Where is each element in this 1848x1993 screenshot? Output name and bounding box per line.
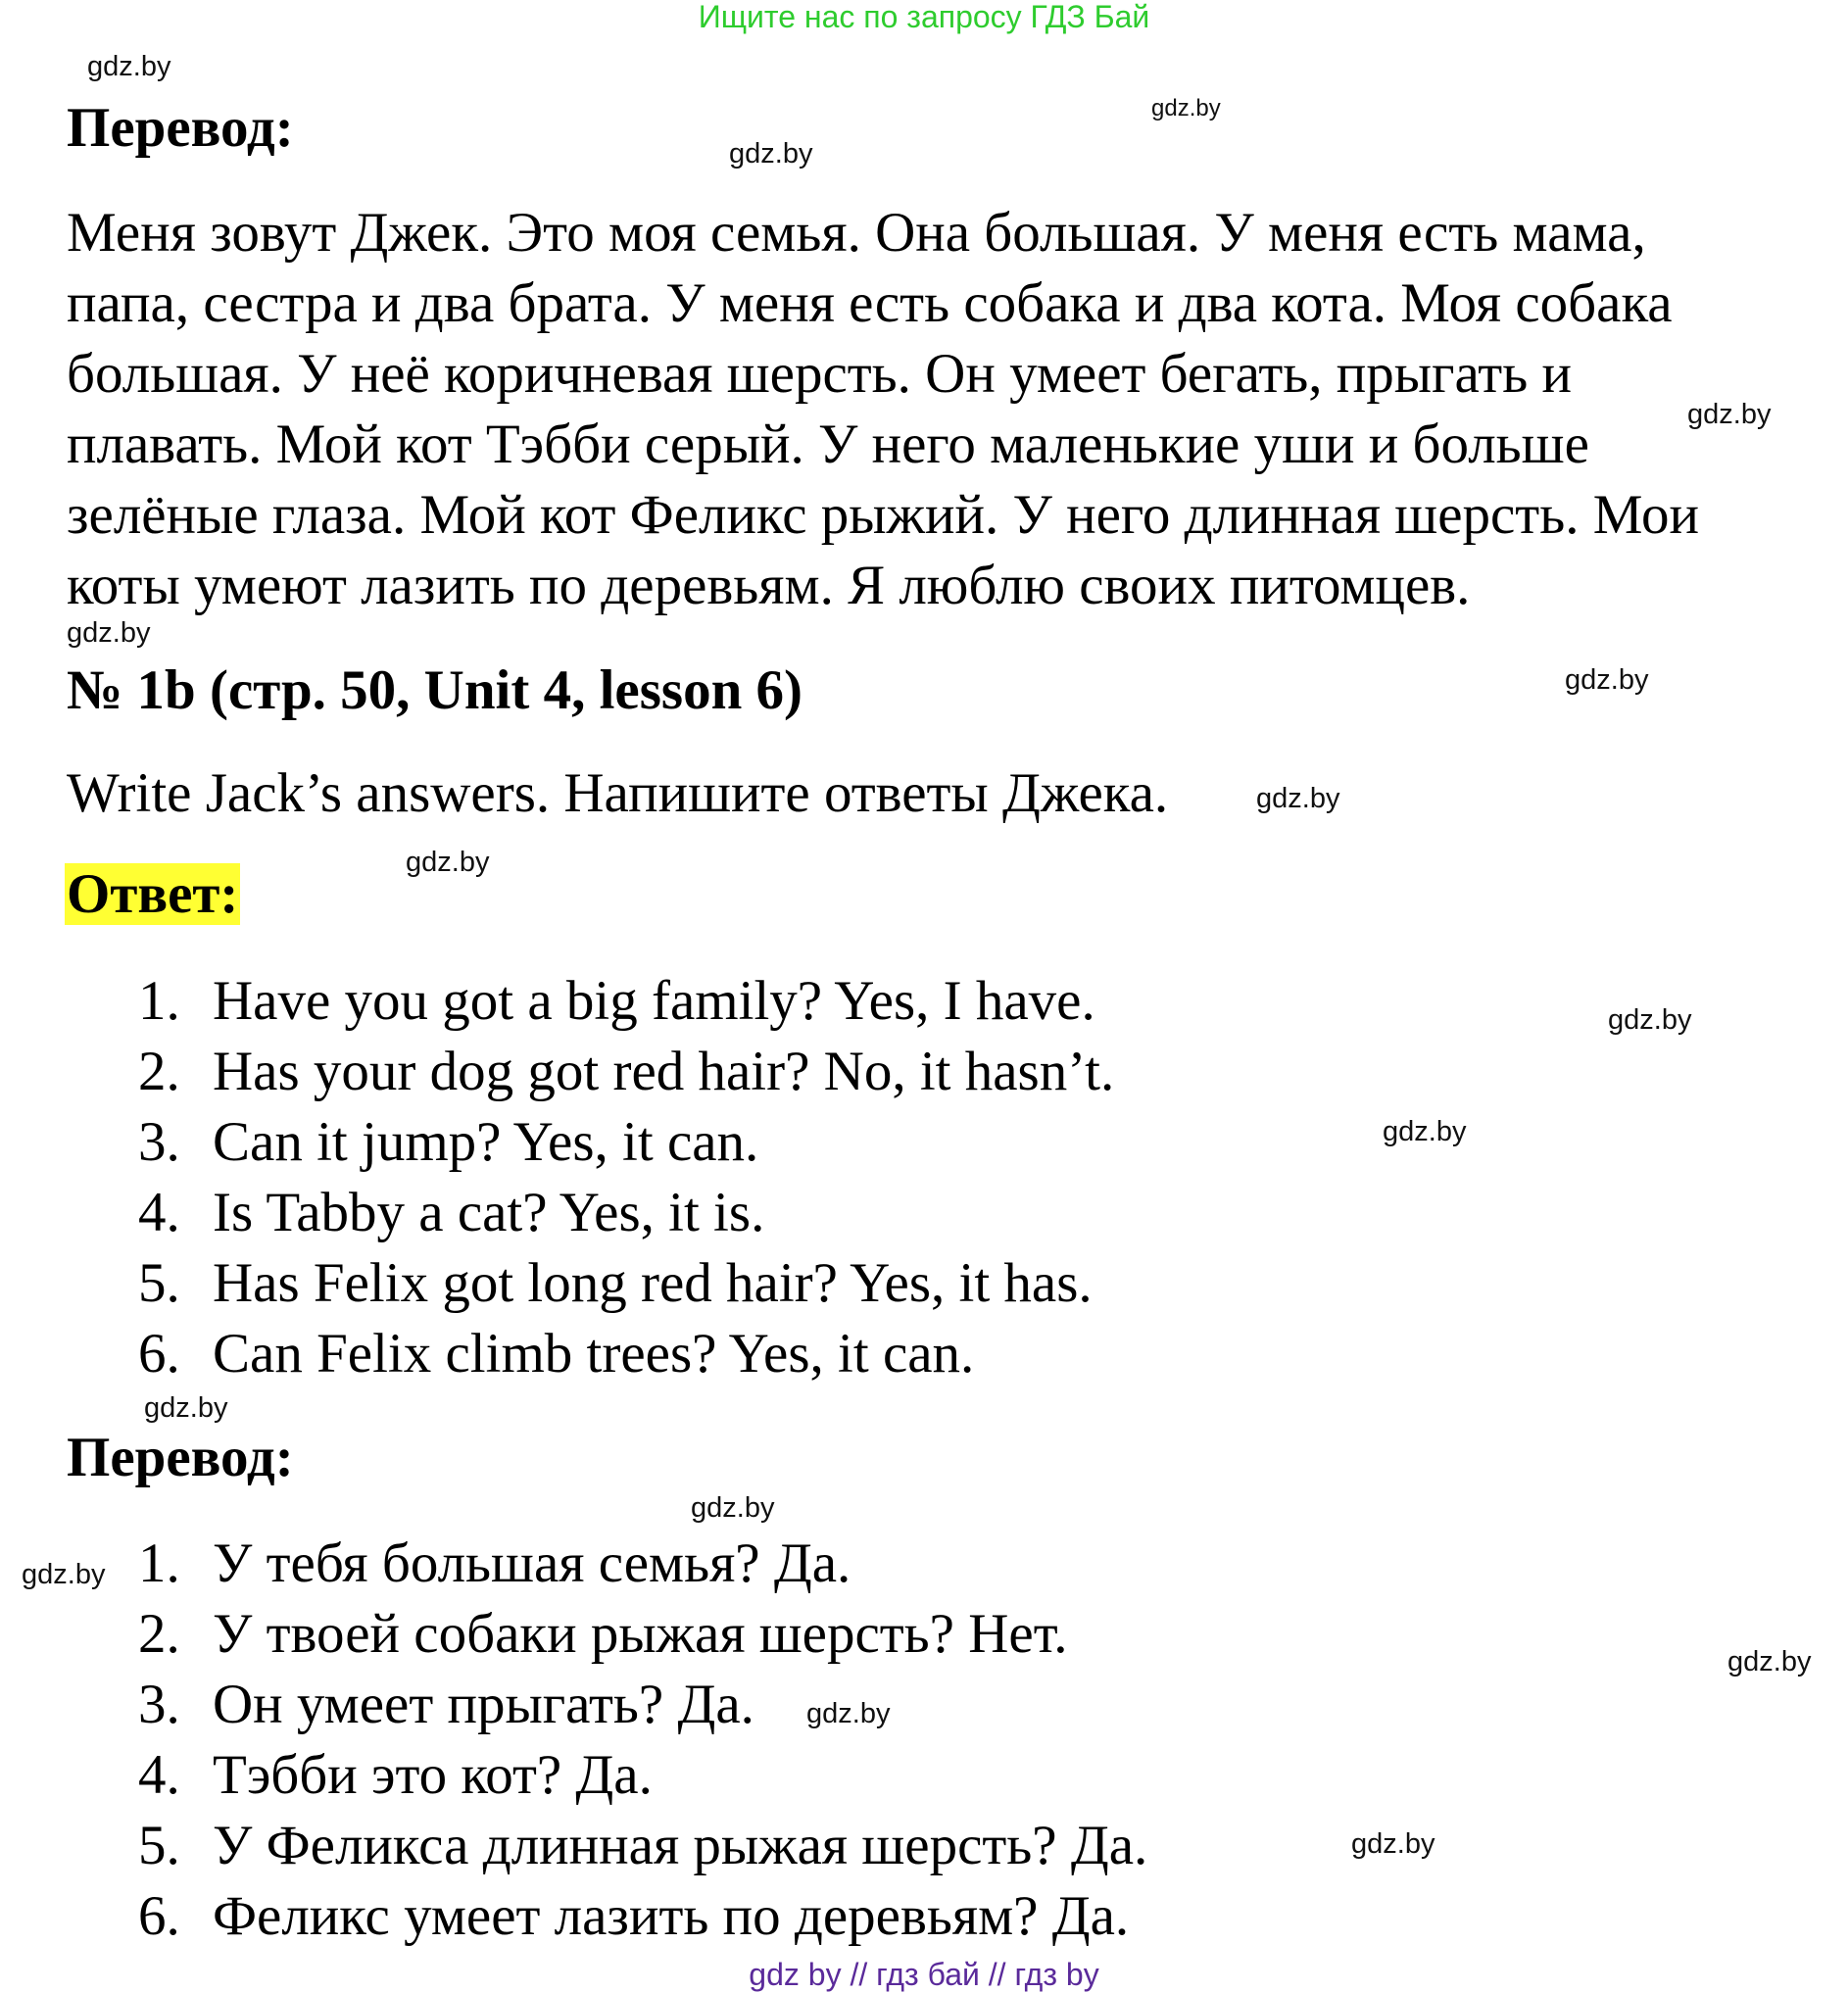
answer-item xyxy=(138,972,1095,1031)
paragraph-line: большая. У неё коричневая шерсть. Он умеет бегать, прыгать и xyxy=(67,343,1572,405)
watermark: gdz.by xyxy=(1256,783,1340,814)
translation-item xyxy=(138,1817,1147,1875)
item-number: 1. xyxy=(138,970,180,1032)
translation-item xyxy=(138,1605,1068,1664)
watermark: gdz.by xyxy=(67,617,151,649)
answer-item xyxy=(138,1254,1093,1313)
footer-links[interactable]: gdz by // гдз бай // гдз by xyxy=(749,1957,1099,1992)
item-text: У тебя большая семья? Да. xyxy=(213,1532,851,1594)
watermark: gdz.by xyxy=(806,1698,891,1729)
translation-heading: Перевод: xyxy=(67,97,294,159)
answer-item xyxy=(138,1043,1114,1101)
item-number: 3. xyxy=(138,1674,180,1735)
watermark: gdz.by xyxy=(406,847,490,878)
item-text: Is Tabby a cat? Yes, it is. xyxy=(213,1182,765,1243)
translation-item xyxy=(138,1887,1129,1946)
paragraph-line: папа, сестра и два брата. У меня есть собака и два кота. Моя собака xyxy=(67,272,1673,334)
item-text: Тэбби это кот? Да. xyxy=(213,1744,653,1806)
top-banner[interactable]: Ищите нас по запросу ГДЗ Бай xyxy=(698,0,1150,34)
item-number: 4. xyxy=(138,1744,180,1806)
watermark: gdz.by xyxy=(144,1392,228,1424)
answer-item xyxy=(138,1325,974,1384)
translation-heading: Перевод: xyxy=(67,1427,294,1488)
translation-item xyxy=(138,1746,653,1805)
watermark: gdz.by xyxy=(1151,95,1221,122)
translation-item xyxy=(138,1676,754,1734)
watermark: gdz.by xyxy=(1608,1004,1692,1036)
paragraph-line: зелёные глаза. Мой кот Феликс рыжий. У него длинная шерсть. Мои xyxy=(67,484,1699,546)
translation-item xyxy=(138,1534,851,1593)
watermark: gdz.by xyxy=(1727,1646,1812,1677)
watermark: gdz.by xyxy=(22,1559,106,1590)
item-number: 6. xyxy=(138,1323,180,1385)
exercise-title: № 1b (стр. 50, Unit 4, lesson 6) xyxy=(67,659,803,721)
answer-item xyxy=(138,1184,764,1242)
item-number: 1. xyxy=(138,1532,180,1594)
item-text: Has your dog got red hair? No, it hasn’t. xyxy=(213,1041,1115,1102)
watermark: gdz.by xyxy=(87,51,171,82)
watermark: gdz.by xyxy=(729,138,813,170)
paragraph-line: плавать. Мой кот Тэбби серый. У него маленькие уши и больше xyxy=(67,413,1589,475)
watermark: gdz.by xyxy=(1383,1116,1467,1147)
item-number: 6. xyxy=(138,1885,180,1947)
item-text: Has Felix got long red hair? Yes, it has. xyxy=(213,1252,1093,1314)
paragraph-line: Меня зовут Джек. Это моя семья. Она большая. У меня есть мама, xyxy=(67,202,1646,264)
exercise-task: Write Jack’s answers. Напишите ответы Джека. xyxy=(67,762,1169,824)
item-number: 2. xyxy=(138,1041,180,1102)
watermark: gdz.by xyxy=(1565,664,1649,696)
item-text: Can it jump? Yes, it can. xyxy=(213,1111,759,1173)
answer-label-text: Ответ: xyxy=(67,863,239,925)
answer-item xyxy=(138,1113,758,1172)
item-text: Феликс умеет лазить по деревьям? Да. xyxy=(213,1885,1130,1947)
item-number: 3. xyxy=(138,1111,180,1173)
item-number: 2. xyxy=(138,1603,180,1665)
item-text: Он умеет прыгать? Да. xyxy=(213,1674,754,1735)
watermark: gdz.by xyxy=(1687,399,1772,430)
item-text: У твоей собаки рыжая шерсть? Нет. xyxy=(213,1603,1068,1665)
item-number: 5. xyxy=(138,1252,180,1314)
watermark: gdz.by xyxy=(691,1492,775,1524)
item-number: 4. xyxy=(138,1182,180,1243)
item-text: Can Felix climb trees? Yes, it can. xyxy=(213,1323,975,1385)
answer-label xyxy=(65,865,240,924)
paragraph-line: коты умеют лазить по деревьям. Я люблю своих питомцев. xyxy=(67,555,1471,616)
watermark: gdz.by xyxy=(1351,1828,1435,1860)
item-number: 5. xyxy=(138,1815,180,1876)
item-text: Have you got a big family? Yes, I have. xyxy=(213,970,1095,1032)
item-text: У Феликса длинная рыжая шерсть? Да. xyxy=(213,1815,1148,1876)
